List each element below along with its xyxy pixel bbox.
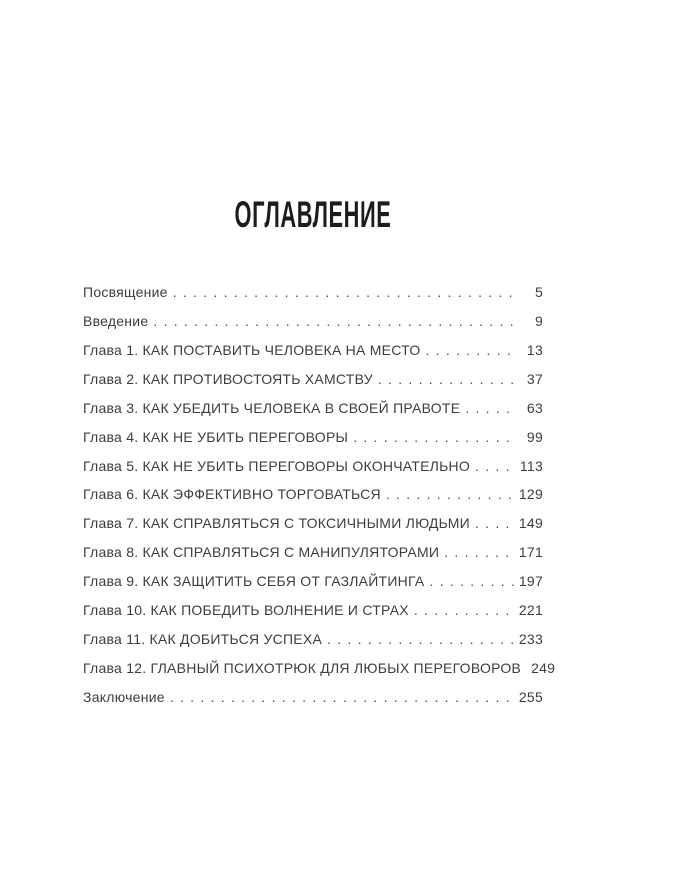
toc-entry-page: 63: [526, 399, 543, 416]
toc-dot-leader: [425, 573, 514, 589]
page-title-text: ОГЛАВЛЕНИЕ: [234, 194, 392, 235]
toc-entry-label: Заключение: [83, 688, 165, 705]
toc-entry[interactable]: [83, 573, 543, 602]
toc-entry-label: Глава 5. КАК НЕ УБИТЬ ПЕРЕГОВОРЫ ОКОНЧАТЕЛЬНО: [83, 457, 471, 474]
toc-entry-label: Глава 1. КАК ПОСТАВИТЬ ЧЕЛОВЕКА НА МЕСТО: [83, 341, 421, 358]
toc-dot-leader: [409, 602, 514, 618]
toc-entry-label: Глава 2. КАК ПРОТИВОСТОЯТЬ ХАМСТВУ: [83, 370, 373, 387]
toc-entry-page: 255: [518, 688, 543, 705]
toc-entry[interactable]: [83, 659, 556, 689]
toc-entry[interactable]: [83, 515, 543, 544]
toc-entry[interactable]: [83, 429, 543, 458]
toc-entry-label: Глава 4. КАК НЕ УБИТЬ ПЕРЕГОВОРЫ: [83, 428, 349, 445]
toc-entry[interactable]: [83, 458, 543, 487]
toc-entry-page: 37: [526, 370, 543, 387]
toc-entry-label: Посвящение: [83, 284, 168, 300]
toc-dot-leader: [381, 486, 514, 502]
toc-entry-label: Введение: [83, 312, 149, 329]
toc-dot-leader: [322, 631, 514, 647]
toc-entry-page: 221: [518, 602, 543, 619]
toc-dot-leader: [348, 429, 516, 445]
toc-entry-label: Глава 9. КАК ЗАЩИТИТЬ СЕБЯ ОТ ГАЗЛАЙТИНГА: [83, 573, 425, 590]
page-title: [83, 196, 543, 241]
toc-entry-label: Глава 10. КАК ПОБЕДИТЬ ВОЛНЕНИЕ И СТРАХ: [83, 602, 409, 619]
toc-dot-leader: [439, 544, 514, 560]
toc-dot-leader: [148, 313, 516, 329]
toc-dot-leader: [373, 371, 516, 387]
toc-entry[interactable]: [83, 544, 543, 573]
toc-entry-label: Глава 6. КАК ЭФФЕКТИВНО ТОРГОВАТЬСЯ: [83, 486, 381, 503]
toc-entry[interactable]: [83, 342, 543, 371]
toc-entry[interactable]: [83, 631, 543, 660]
toc-dot-leader: [460, 400, 516, 416]
toc-entry-page: 13: [526, 341, 543, 358]
toc-entry-page: 5: [534, 284, 543, 300]
toc-entry[interactable]: [83, 371, 543, 400]
toc-entry-label: Глава 8. КАК СПРАВЛЯТЬСЯ С МАНИПУЛЯТОРАМИ: [83, 544, 440, 561]
toc-entry-page: 99: [526, 428, 543, 445]
toc-entry-page: 233: [518, 631, 543, 648]
toc-entry[interactable]: [83, 689, 543, 718]
toc-entry[interactable]: [83, 313, 543, 342]
toc-dot-leader: [470, 458, 515, 474]
toc-entry[interactable]: [83, 602, 543, 631]
toc-entry-page: 129: [518, 486, 543, 503]
toc-dot-leader: [420, 342, 516, 358]
toc-entry-label: Глава 11. КАК ДОБИТЬСЯ УСПЕХА: [83, 631, 323, 648]
toc-entry-label: Глава 12. ГЛАВНЫЙ ПСИХОТРЮК ДЛЯ ЛЮБЫХ ПЕРЕГОВОРОВ: [83, 659, 522, 676]
toc-entry-label: Глава 3. КАК УБЕДИТЬ ЧЕЛОВЕКА В СВОЕЙ ПРАВОТЕ: [83, 399, 461, 416]
toc-dot-leader: [165, 689, 514, 705]
toc-entry-page: 113: [519, 457, 543, 474]
toc-entry-page: 249: [531, 659, 556, 676]
toc-entry-label: Глава 7. КАК СПРАВЛЯТЬСЯ С ТОКСИЧНЫМИ ЛЮДЬМИ: [83, 515, 470, 532]
toc-list: [83, 284, 556, 718]
toc-entry-page: 9: [534, 312, 543, 329]
toc-entry[interactable]: [83, 486, 543, 515]
toc-dot-leader: [168, 284, 516, 300]
toc-entry[interactable]: [83, 284, 543, 313]
toc-dot-leader: [470, 515, 514, 531]
toc-entry[interactable]: [83, 400, 543, 429]
toc-entry-page: 197: [518, 573, 543, 590]
toc-entry-page: 149: [518, 515, 543, 532]
toc-entry-page: 171: [518, 544, 543, 561]
